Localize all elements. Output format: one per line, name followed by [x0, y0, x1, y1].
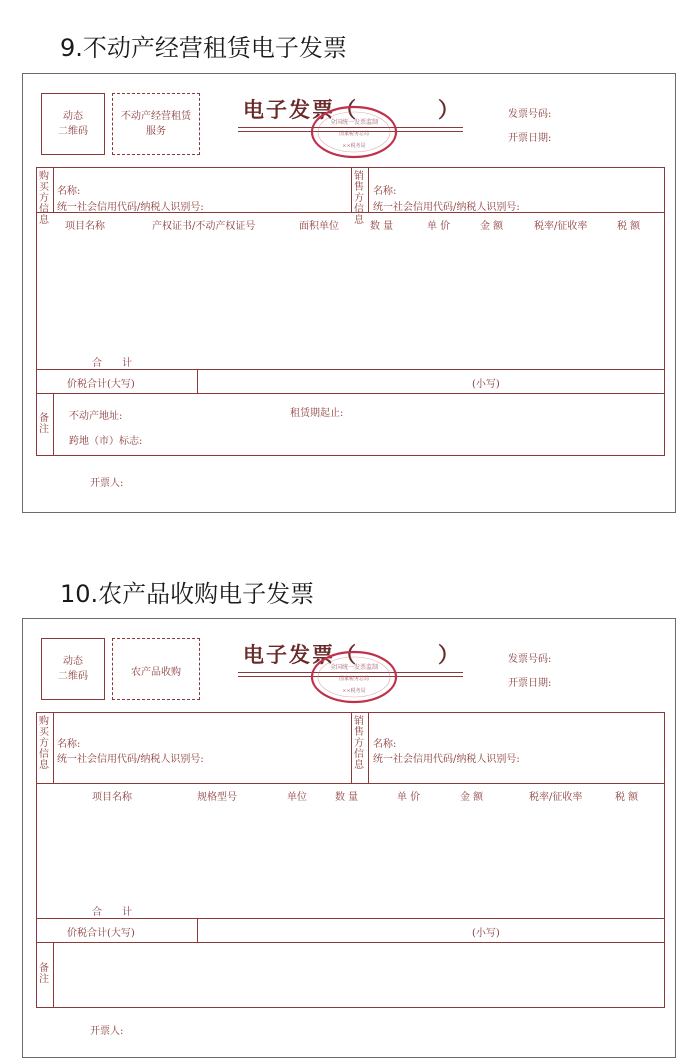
issue-date-label: 开票日期: [508, 133, 552, 144]
column-header: 税 额 [615, 792, 639, 803]
service-type-box [112, 93, 200, 155]
buyer-tax-id-label: 统一社会信用代码/纳税人识别号: [57, 754, 204, 765]
column-header: 数 量 [335, 792, 359, 803]
column-header: 项目名称 [65, 221, 105, 232]
buyer-side-label: 购买方信息 [39, 716, 49, 771]
small-write-label: (小写) [472, 379, 500, 390]
issuer-label: 开票人: [90, 478, 124, 489]
buyer-name-label: 名称: [57, 739, 81, 750]
svg-text:××税务局: ××税务局 [342, 688, 366, 694]
invoice-table [36, 712, 665, 1008]
issue-date-label: 开票日期: [508, 678, 552, 689]
remark-cross-city-flag: 跨地（市）标志: [69, 436, 143, 447]
service-label: 农产品收购 [131, 667, 181, 678]
invoice-table [36, 167, 665, 456]
svg-text:全国统一发票监制: 全国统一发票监制 [329, 119, 379, 126]
remarks-label: 备注 [39, 963, 49, 985]
remark-lease-period: 租赁期起止: [290, 408, 344, 419]
issuer-label: 开票人: [90, 1026, 124, 1037]
invoice-number-label: 发票号码: [508, 109, 552, 120]
column-header: 规格型号 [197, 792, 237, 803]
column-header: 税 额 [617, 221, 641, 232]
svg-text:全国统一发票监制: 全国统一发票监制 [329, 664, 379, 671]
invoice-9 [22, 73, 676, 513]
invoice-title: 电子发票（ [243, 97, 358, 122]
column-header: 单 价 [397, 792, 421, 803]
total-label: 合 计 [92, 358, 132, 369]
svg-text:国家税务总局: 国家税务总局 [338, 676, 370, 682]
price-tax-total-label: 价税合计(大写) [67, 928, 135, 939]
buyer-side-label: 购买方信息 [39, 171, 49, 226]
column-header: 金 额 [460, 792, 484, 803]
seller-side-label: 销售方信息 [354, 171, 364, 226]
column-header: 面积单位 [299, 221, 339, 232]
invoice-title-close: ） [438, 642, 461, 667]
invoice-title-close: ） [438, 97, 461, 122]
qr-label: 动态 二维码 [58, 656, 88, 682]
section-title-9: 9.不动产经营租赁电子发票 [60, 34, 347, 62]
buyer-name-label: 名称: [57, 186, 81, 197]
dynamic-qr-box [41, 638, 105, 700]
column-header: 单 价 [427, 221, 451, 232]
total-label: 合 计 [92, 907, 132, 918]
dynamic-qr-box [41, 93, 105, 155]
column-header: 产权证书/不动产权证号 [152, 221, 256, 232]
qr-label: 动态 二维码 [58, 111, 88, 137]
tax-bureau-seal-icon [309, 104, 399, 160]
invoice-number-label: 发票号码: [508, 654, 552, 665]
seller-name-label: 名称: [373, 186, 397, 197]
svg-text:××税务局: ××税务局 [342, 143, 366, 149]
invoice-title: 电子发票（ [243, 642, 358, 667]
svg-text:国家税务总局: 国家税务总局 [338, 131, 370, 137]
seller-side-label: 销售方信息 [354, 716, 364, 771]
tax-bureau-seal-icon [309, 649, 399, 705]
invoice-10 [22, 618, 676, 1058]
column-header: 金 额 [480, 221, 504, 232]
price-tax-total-label: 价税合计(大写) [67, 379, 135, 390]
seller-tax-id-label: 统一社会信用代码/纳税人识别号: [373, 202, 520, 213]
seller-tax-id-label: 统一社会信用代码/纳税人识别号: [373, 754, 520, 765]
service-type-box [112, 638, 200, 700]
remark-property-address: 不动产地址: [69, 411, 123, 422]
column-header: 税率/征收率 [529, 792, 583, 803]
column-header: 数 量 [370, 221, 394, 232]
buyer-tax-id-label: 统一社会信用代码/纳税人识别号: [57, 202, 204, 213]
small-write-label: (小写) [472, 928, 500, 939]
column-header: 税率/征收率 [534, 221, 588, 232]
column-header: 单位 [287, 792, 307, 803]
section-title-10: 10.农产品收购电子发票 [60, 580, 315, 608]
remarks-label: 备注 [39, 413, 49, 435]
seller-name-label: 名称: [373, 739, 397, 750]
column-header: 项目名称 [92, 792, 132, 803]
service-label: 不动产经营租赁 服务 [121, 111, 191, 137]
